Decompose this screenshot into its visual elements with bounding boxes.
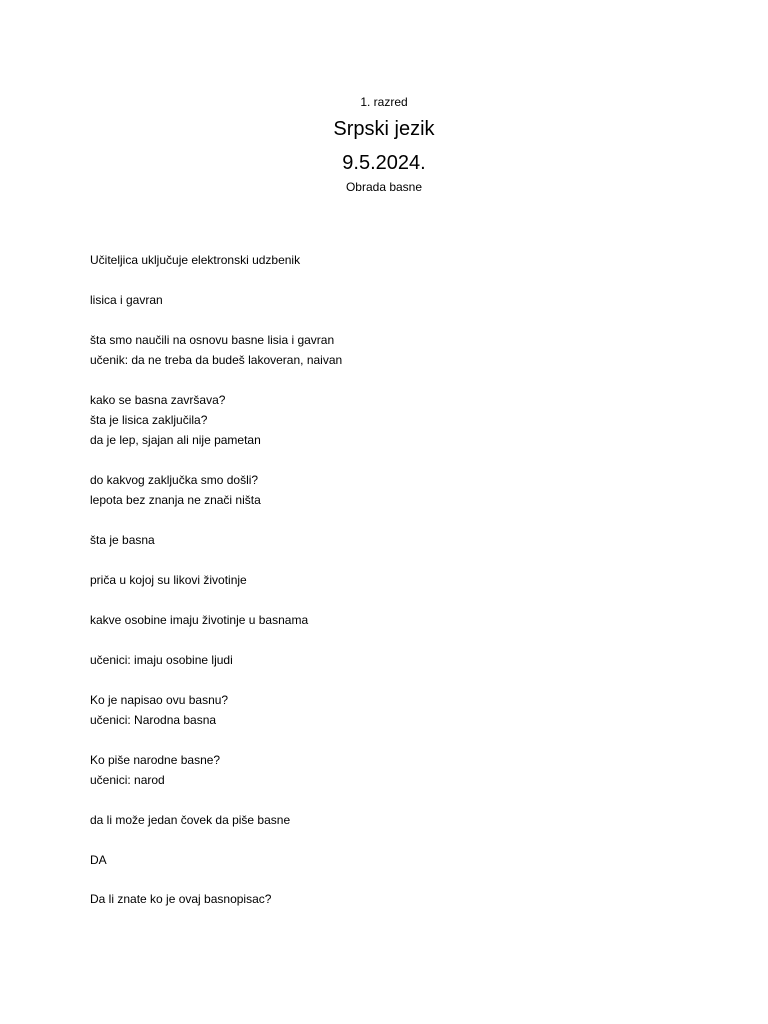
- note-line: lisica i gavran: [90, 293, 163, 307]
- note-line: lepota bez znanja ne znači ništa: [90, 493, 261, 507]
- note-line: kako se basna završava?: [90, 393, 226, 407]
- note-line: da je lep, sjajan ali nije pametan: [90, 433, 261, 447]
- subject-title: Srpski jezik: [333, 118, 435, 140]
- note-line: učenici: Narodna basna: [90, 713, 217, 727]
- note-line: šta je lisica zaključila?: [90, 413, 208, 427]
- note-line: šta smo naučili na osnovu basne lisia i gavran: [90, 333, 335, 347]
- note-line: da li može jedan čovek da piše basne: [90, 813, 291, 827]
- note-line: Učiteljica uključuje elektronski udzbenik: [90, 253, 301, 267]
- lesson-topic: Obrada basne: [345, 180, 423, 194]
- note-line: Da li znate ko je ovaj basnopisac?: [90, 892, 272, 906]
- note-line: kakve osobine imaju životinje u basnama: [90, 613, 309, 627]
- note-line: učenici: narod: [90, 773, 165, 787]
- note-line: šta je basna: [90, 533, 155, 547]
- note-line: učenici: imaju osobine ljudi: [90, 653, 233, 667]
- note-line: učenik: da ne treba da budeš lakoveran, naivan: [90, 353, 343, 367]
- note-line: DA: [90, 853, 107, 867]
- note-line: priča u kojoj su likovi životinje: [90, 573, 247, 587]
- lesson-date: 9.5.2024.: [342, 152, 426, 174]
- note-line: Ko piše narodne basne?: [90, 753, 221, 767]
- grade-label: 1. razred: [360, 95, 408, 109]
- note-line: do kakvog zaključka smo došli?: [90, 473, 259, 487]
- note-line: Ko je napisao ovu basnu?: [90, 693, 229, 707]
